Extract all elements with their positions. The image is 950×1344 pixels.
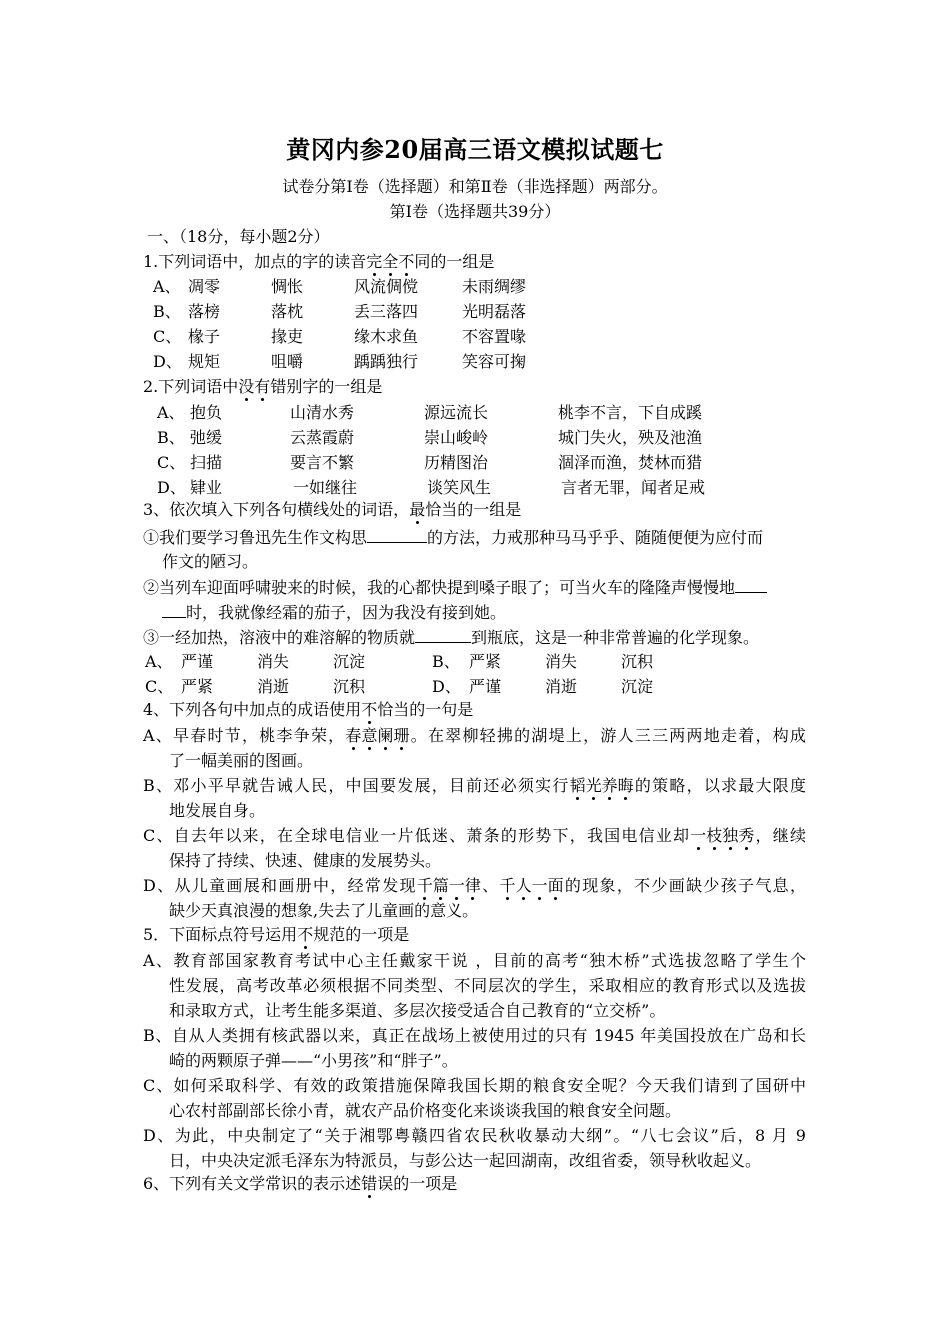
option-label: D、	[432, 677, 461, 696]
option-word: 要言不繁	[290, 453, 355, 472]
option-word: 惆怅	[271, 277, 304, 296]
q5-option-a: A、教育部国家教育考试中心主任戴家干说 ，目前的高考“独木桥”式选拔忽略了学生个	[143, 951, 806, 970]
idiom-char: 独	[722, 826, 739, 845]
question-2-stem: 2.下列词语中没有错别字的一组是	[143, 377, 383, 396]
option-word: 凋零	[188, 277, 221, 296]
q3-sentence-3: ③一经加热，溶液中的难溶解的物质就 到瓶底，这是一种非常普遍的化学现象。	[143, 628, 760, 647]
option-word: 弛缓	[190, 428, 223, 447]
option-word: 椽子	[188, 327, 221, 346]
option-word: 消失	[257, 652, 290, 671]
option-word: 肄业	[190, 478, 223, 497]
option-word: 不容置喙	[462, 327, 527, 346]
idiom-char: 韬	[569, 776, 586, 795]
option-word: 掾吏	[271, 327, 304, 346]
emphasis-char: 完	[366, 252, 383, 271]
option-label: A、	[157, 403, 185, 422]
idiom-char: 秀	[738, 826, 755, 845]
q4-option-d: D、从儿童画展和画册中，经常发现千篇一律、千人一面的现象，不少画缺少孩子气息，	[143, 876, 806, 895]
emphasis-char: 全	[382, 252, 399, 271]
q4-option-b-cont: 地发展自身。	[169, 801, 266, 820]
q4-option-a: A、早春时节，桃李争荣，春意阑珊。在翠柳轻拂的湖堤上，游人三三两两地走着，构成	[143, 726, 806, 745]
option-word: 咀嚼	[271, 352, 304, 371]
emphasis-char: 最	[409, 500, 426, 519]
option-word: 严紧	[181, 677, 214, 696]
option-word: 沉积	[333, 677, 366, 696]
question-4-stem: 4、下列各句中加点的成语使用不恰当的一句是	[143, 700, 474, 719]
q4-option-d-cont: 缺少天真浪漫的想象,失去了儿童画的意义。	[169, 901, 479, 920]
idiom-char: 一	[531, 876, 548, 895]
option-label: C、	[157, 453, 186, 472]
exam-title: 黄冈内参20届高三语文模拟试题七	[286, 135, 664, 164]
emphasis-char: 有	[254, 377, 271, 396]
question-5-stem: 5．下面标点符号运用不规范的一项是	[143, 925, 410, 944]
q5-option-c: C、如何采取科学、有效的政策措施保障我国长期的粮食安全呢？今天我们请到了国研中	[143, 1076, 806, 1095]
question-6-stem: 6、下列有关文学常识的表示述错误的一项是	[143, 1174, 458, 1193]
idiom-char: 珊	[393, 726, 410, 745]
option-label: B、	[157, 428, 185, 447]
option-word: 缘木求鱼	[354, 327, 419, 346]
idiom-char: 一	[690, 826, 707, 845]
option-word: 谈笑风生	[427, 478, 492, 497]
idiom-char: 光	[585, 776, 602, 795]
q5-option-a-cont: 性发展，高考改革必须根据不同类型、不同层次的学生，采取相应的教育形式以及选拔	[169, 976, 806, 995]
option-label: D、	[157, 478, 186, 497]
fill-blank	[735, 577, 767, 593]
q5-option-b: B、自从人类拥有核武器以来，真正在战场上被使用过的只有 1945 年美国投放在广岛和长	[143, 1026, 806, 1045]
option-word: 云蒸霞蔚	[290, 428, 355, 447]
option-word: 笑容可掬	[462, 352, 527, 371]
idiom-char: 春	[345, 726, 362, 745]
q4-option-b: B、邓小平早就告诫人民，中国要发展，目前还必须实行韬光养晦的策略，以求最大限度	[143, 776, 806, 795]
option-label: A、	[145, 652, 173, 671]
q3-sentence-1-cont: 作文的陋习。	[162, 552, 259, 571]
exam-intro: 试卷分第Ⅰ卷（选择题）和第Ⅱ卷（非选择题）两部分。	[282, 177, 668, 196]
option-label: C、	[153, 327, 182, 346]
option-word: 抱负	[190, 403, 223, 422]
q5-option-b-cont: 崎的两颗原子弹——“小男孩”和“胖子”。	[169, 1051, 458, 1070]
option-label: B、	[432, 652, 460, 671]
option-word: 风流倜傥	[354, 277, 419, 296]
q5-option-c-cont: 心农村部副部长徐小青，就农产品价格变化来谈谈我国的粮食安全问题。	[169, 1101, 682, 1120]
option-word: 桃李不言，下自成蹊	[558, 403, 703, 422]
option-word: 落枕	[271, 302, 304, 321]
option-word: 严谨	[181, 652, 214, 671]
emphasis-char: 不	[398, 252, 415, 271]
option-word: 涸泽而渔，焚林而猎	[558, 453, 703, 472]
option-word: 沉淀	[621, 677, 654, 696]
option-word: 严谨	[469, 677, 502, 696]
option-word: 消逝	[257, 677, 290, 696]
option-word: 山清水秀	[290, 403, 355, 422]
option-word: 光明磊落	[462, 302, 527, 321]
emphasis-char: 不	[297, 925, 314, 944]
option-label: B、	[153, 302, 181, 321]
idiom-char: 千	[416, 876, 433, 895]
option-word: 消失	[545, 652, 578, 671]
option-word: 历精图治	[424, 453, 489, 472]
idiom-char: 千	[499, 876, 516, 895]
idiom-char: 养	[601, 776, 618, 795]
option-word: 源远流长	[424, 403, 489, 422]
option-word: 崇山峻岭	[424, 428, 489, 447]
idiom-char: 阑	[377, 726, 394, 745]
idiom-char: 律	[464, 876, 481, 895]
option-word: 踽踽独行	[354, 352, 419, 371]
part-one-heading: 第Ⅰ卷（选择题共39分）	[389, 202, 561, 221]
idiom-char: 晦	[617, 776, 634, 795]
option-word: 落榜	[188, 302, 221, 321]
q4-option-a-cont: 了一幅美丽的图画。	[169, 751, 314, 770]
idiom-char: 篇	[432, 876, 449, 895]
fill-blank	[415, 627, 471, 643]
idiom-char: 一	[448, 876, 465, 895]
option-word: 沉淀	[333, 652, 366, 671]
q4-option-c-cont: 保持了持续、快速、健康的发展势头。	[169, 851, 442, 870]
question-1-stem: 1.下列词语中，加点的字的读音完全不同的一组是	[143, 252, 495, 271]
q5-option-a-cont: 和录取方式，让考生能多渠道、多层次接受适合自己教育的“立交桥”。	[169, 1001, 666, 1020]
emphasis-char: 不	[361, 700, 378, 719]
idiom-char: 面	[547, 876, 564, 895]
q3-sentence-2-cont: 时，我就像经霜的茄子，因为我没有接到她。	[162, 602, 506, 623]
q5-option-d-cont: 日，中央决定派毛泽东为特派员，与彭公达一起回湖南，改组省委，领导秋收起义。	[169, 1151, 762, 1170]
emphasis-char: 错	[361, 1174, 378, 1193]
fill-blank	[367, 527, 427, 543]
option-word: 严紧	[469, 652, 502, 671]
section-one-heading: 一、（18分，每小题2分）	[147, 227, 330, 246]
idiom-char: 意	[361, 726, 378, 745]
option-word: 城门失火，殃及池渔	[558, 428, 703, 447]
option-label: C、	[145, 677, 174, 696]
option-label: D、	[153, 352, 182, 371]
idiom-char: 枝	[706, 826, 723, 845]
q3-sentence-2: ②当列车迎面呼啸驶来的时候，我的心都快提到嗓子眼了；可当火车的隆隆声慢慢地	[143, 577, 767, 598]
option-word: 规矩	[188, 352, 221, 371]
option-word: 消逝	[545, 677, 578, 696]
option-word: 丢三落四	[354, 302, 419, 321]
option-word: 未雨绸缪	[462, 277, 527, 296]
option-word: 沉积	[621, 652, 654, 671]
emphasis-char: 没	[238, 377, 255, 396]
idiom-char: 人	[515, 876, 532, 895]
option-word: 一如继往	[293, 478, 358, 497]
q3-sentence-1: ①我们要学习鲁迅先生作文构思 的方法，力戒那种马马乎乎、随随便便为应付而	[143, 528, 764, 547]
option-word: 言者无罪，闻者足戒	[561, 478, 706, 497]
question-3-stem: 3、依次填入下列各句横线处的词语，最恰当的一组是	[143, 500, 522, 519]
fill-blank	[162, 602, 186, 618]
option-word: 扫描	[190, 453, 223, 472]
q5-option-d: D、为此，中央制定了“关于湘鄂粤赣四省农民秋收暴动大纲”。“八七会议”后，8 月 9	[143, 1126, 806, 1145]
option-label: A、	[153, 277, 181, 296]
q4-option-c: C、自去年以来，在全球电信业一片低迷、萧条的形势下，我国电信业却一枝独秀，继续	[143, 826, 806, 845]
